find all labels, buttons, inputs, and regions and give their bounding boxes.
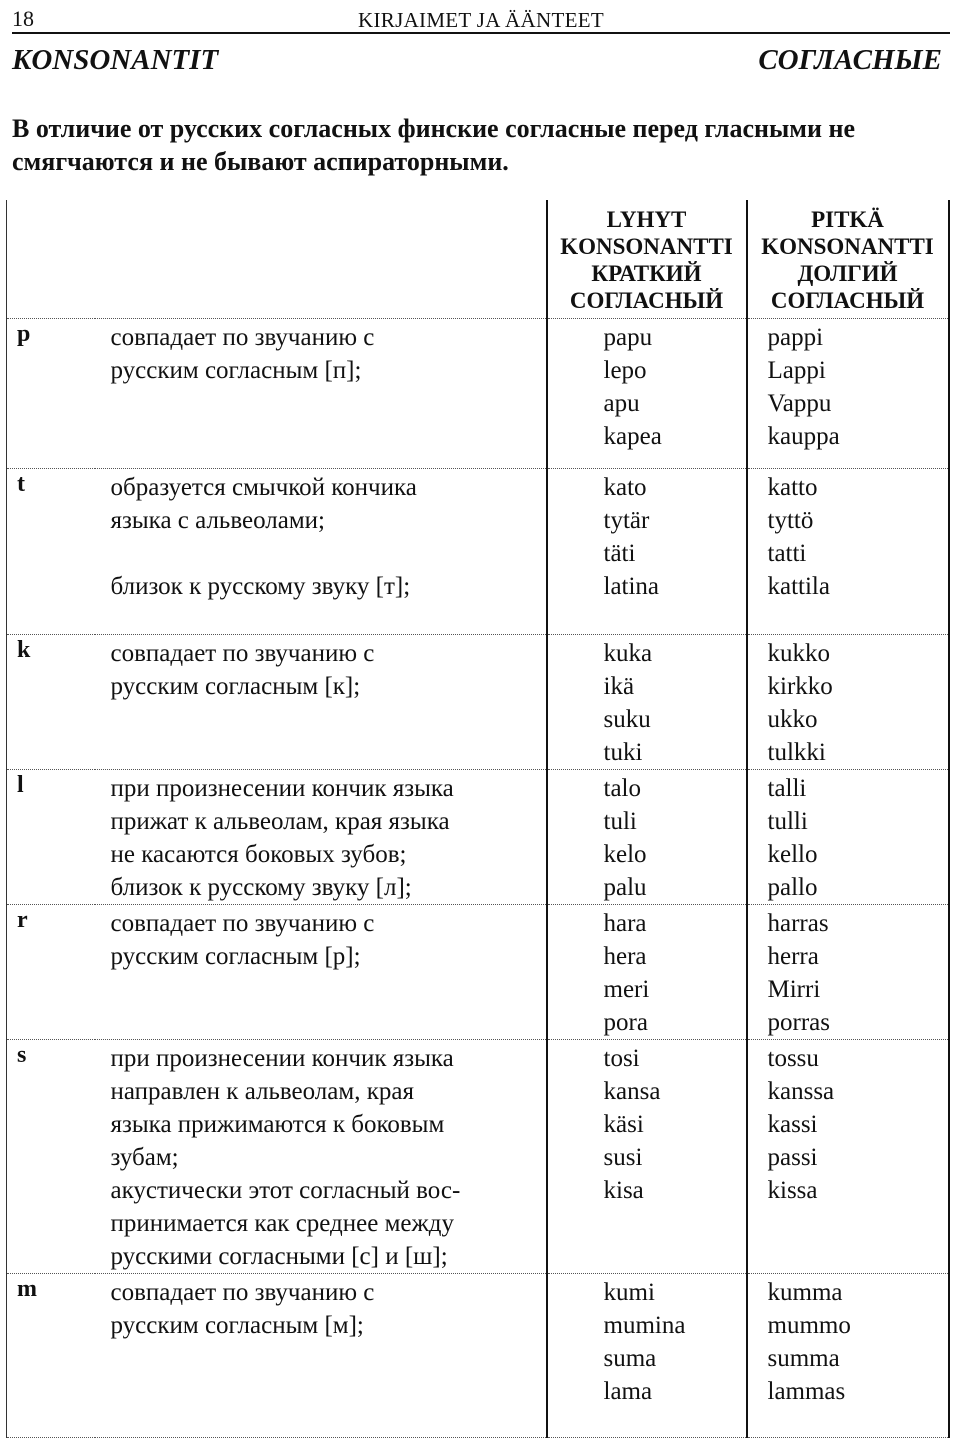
long-consonant-examples-line: katto — [767, 474, 818, 501]
consonant-table — [6, 200, 950, 1438]
intro-paragraph — [12, 112, 952, 178]
short-consonant-examples-line: kuka — [603, 640, 653, 667]
long-consonant-examples-line: kukko — [767, 640, 830, 667]
short-consonant-examples — [547, 635, 747, 770]
long-consonant-examples-line: Mirri — [767, 976, 821, 1003]
short-consonant-examples-line: kansa — [603, 1078, 661, 1105]
pronunciation-description-line: совпадает по звучанию с — [110, 910, 375, 937]
pronunciation-description — [95, 905, 547, 1040]
intro-line: В отличие от русских согласных финские согласные перед гласными не — [12, 114, 855, 143]
pronunciation-description-line: русскими согласными [с] и [ш]; — [110, 1243, 448, 1270]
short-consonant-examples — [547, 905, 747, 1040]
long-consonant-examples-line: kattila — [767, 573, 830, 600]
header-line: KONSONANTTI — [560, 234, 733, 259]
long-consonant-examples-line: herra — [767, 943, 819, 970]
short-consonant-examples-line: kumi — [603, 1279, 655, 1306]
long-consonant-examples — [747, 635, 949, 770]
intro-line: смягчаются и не бывают аспираторными. — [12, 147, 509, 176]
pronunciation-description-line: совпадает по звучанию с — [110, 1279, 375, 1306]
pronunciation-description-line: принимается как среднее между — [110, 1210, 455, 1237]
pronunciation-description — [95, 319, 547, 469]
long-consonant-examples-line: lammas — [767, 1378, 846, 1405]
long-consonant-examples-line: porras — [767, 1009, 830, 1036]
short-consonant-examples-line: pora — [603, 1009, 648, 1036]
short-consonant-examples-line: suku — [603, 706, 651, 733]
pronunciation-description-line: образуется смычкой кончика — [110, 474, 417, 501]
table-header-row — [7, 200, 949, 319]
long-consonant-examples-line: tatti — [767, 540, 807, 567]
header-short-consonant — [547, 200, 747, 319]
short-consonant-examples-line: ikä — [603, 673, 635, 700]
long-consonant-examples — [747, 469, 949, 635]
long-consonant-examples-line: passi — [767, 1144, 818, 1171]
section-title-russian: СОГЛАСНЫЕ — [758, 44, 942, 76]
short-consonant-examples-line: meri — [603, 976, 650, 1003]
section-title-finnish: KONSONANTIT — [12, 44, 219, 76]
consonant-letter: m — [7, 1274, 95, 1438]
long-consonant-examples-line: harras — [767, 910, 829, 937]
consonant-letter: s — [7, 1040, 95, 1274]
page-header — [12, 4, 950, 34]
long-consonant-examples — [747, 1274, 949, 1438]
short-consonant-examples-line: tuki — [603, 739, 643, 766]
pronunciation-description-line: совпадает по звучанию с — [110, 640, 375, 667]
table-row — [7, 469, 949, 635]
long-consonant-examples-line: kassi — [767, 1111, 818, 1138]
long-consonant-examples-line: talli — [767, 775, 807, 802]
long-consonant-examples-line: ukko — [767, 706, 818, 733]
short-consonant-examples-line: apu — [603, 390, 640, 417]
short-consonant-examples-line: lepo — [603, 357, 647, 384]
consonant-letter: p — [7, 319, 95, 469]
pronunciation-description-line: языка прижимаются к боковым — [110, 1111, 445, 1138]
consonant-letter: r — [7, 905, 95, 1040]
header-long-consonant — [747, 200, 949, 319]
pronunciation-description-line: не касаются боковых зубов; — [110, 841, 407, 868]
short-consonant-examples-line: talo — [603, 775, 641, 802]
pronunciation-description-line — [111, 537, 546, 570]
header-line: LYHYT — [606, 207, 687, 232]
table-row — [7, 905, 949, 1040]
short-consonant-examples-line: kapea — [603, 423, 662, 450]
header-desc-cell — [95, 200, 547, 319]
header-line: КРАТКИЙ — [591, 261, 702, 286]
header-letter-cell — [7, 200, 95, 319]
consonant-letter: l — [7, 770, 95, 905]
pronunciation-description-line: зубам; — [110, 1144, 179, 1171]
pronunciation-description-line: совпадает по звучанию с — [110, 324, 375, 351]
table-row — [7, 1040, 949, 1274]
pronunciation-description-line: направлен к альвеолам, края — [110, 1078, 414, 1105]
long-consonant-examples-line: pallo — [767, 874, 818, 901]
long-consonant-examples-line: Vappu — [767, 390, 832, 417]
long-consonant-examples-line: kauppa — [767, 423, 840, 450]
long-consonant-examples-line: tulli — [767, 808, 808, 835]
pronunciation-description-line: русским согласным [к]; — [110, 673, 361, 700]
long-consonant-examples — [747, 905, 949, 1040]
short-consonant-examples-line: tuli — [603, 808, 637, 835]
consonant-letter: k — [7, 635, 95, 770]
long-consonant-examples-line: kissa — [767, 1177, 818, 1204]
short-consonant-examples-line: susi — [603, 1144, 643, 1171]
pronunciation-description-line: русским согласным [р]; — [110, 943, 361, 970]
consonant-letter: t — [7, 469, 95, 635]
long-consonant-examples-line: tossu — [767, 1045, 819, 1072]
pronunciation-description-line: русским согласным [п]; — [110, 357, 362, 384]
pronunciation-description — [95, 1274, 547, 1438]
table-row — [7, 635, 949, 770]
short-consonant-examples-line: tosi — [603, 1045, 640, 1072]
short-consonant-examples-line: hara — [603, 910, 647, 937]
long-consonant-examples-line: tulkki — [767, 739, 826, 766]
pronunciation-description — [95, 635, 547, 770]
long-consonant-examples — [747, 319, 949, 469]
long-consonant-examples-line: kello — [767, 841, 818, 868]
pronunciation-description-line: близок к русскому звуку [л]; — [110, 874, 412, 901]
table-row — [7, 319, 949, 469]
pronunciation-description-line: при произнесении кончик языка — [110, 775, 454, 802]
pronunciation-description-line: при произнесении кончик языка — [110, 1045, 454, 1072]
pronunciation-description — [95, 469, 547, 635]
short-consonant-examples — [547, 770, 747, 905]
pronunciation-description-line: близок к русскому звуку [т]; — [110, 573, 411, 600]
pronunciation-description-line: акустически этот согласный вос- — [110, 1177, 461, 1204]
short-consonant-examples-line: käsi — [603, 1111, 644, 1138]
short-consonant-examples-line: suma — [603, 1345, 657, 1372]
short-consonant-examples-line: kelo — [603, 841, 647, 868]
header-line: PITKÄ — [811, 207, 884, 232]
pronunciation-description — [95, 1040, 547, 1274]
header-line: KONSONANTTI — [761, 234, 934, 259]
table-row — [7, 770, 949, 905]
page-number: 18 — [12, 6, 34, 31]
pronunciation-description-line: языка с альвеолами; — [110, 507, 325, 534]
short-consonant-examples-line: hera — [603, 943, 647, 970]
short-consonant-examples-line: latina — [603, 573, 660, 600]
pronunciation-description-line: русским согласным [м]; — [110, 1312, 364, 1339]
long-consonant-examples-line: Lappi — [767, 357, 826, 384]
header-line: ДОЛГИЙ — [797, 261, 898, 286]
short-consonant-examples-line: lama — [603, 1378, 653, 1405]
long-consonant-examples-line: kirkko — [767, 673, 833, 700]
pronunciation-description — [95, 770, 547, 905]
long-consonant-examples-line: mummo — [767, 1312, 851, 1339]
short-consonant-examples-line: tytär — [603, 507, 650, 534]
short-consonant-examples — [547, 1040, 747, 1274]
long-consonant-examples-line: kanssa — [767, 1078, 835, 1105]
header-line: СОГЛАСНЫЙ — [770, 288, 925, 313]
running-title: KIRJAIMET JA ÄÄNTEET — [358, 8, 604, 32]
table-row — [7, 1274, 949, 1438]
pronunciation-description-line: прижат к альвеолам, края языка — [110, 808, 450, 835]
long-consonant-examples — [747, 1040, 949, 1274]
long-consonant-examples-line: kumma — [767, 1279, 843, 1306]
short-consonant-examples-line: papu — [603, 324, 653, 351]
long-consonant-examples — [747, 770, 949, 905]
short-consonant-examples-line: täti — [603, 540, 636, 567]
short-consonant-examples-line: kato — [603, 474, 647, 501]
short-consonant-examples — [547, 469, 747, 635]
header-line: СОГЛАСНЫЙ — [569, 288, 724, 313]
short-consonant-examples-line: palu — [603, 874, 647, 901]
long-consonant-examples-line: summa — [767, 1345, 840, 1372]
short-consonant-examples-line: kisa — [603, 1177, 644, 1204]
short-consonant-examples-line: mumina — [603, 1312, 686, 1339]
short-consonant-examples — [547, 1274, 747, 1438]
short-consonant-examples — [547, 319, 747, 469]
long-consonant-examples-line: tyttö — [767, 507, 814, 534]
long-consonant-examples-line: pappi — [767, 324, 824, 351]
